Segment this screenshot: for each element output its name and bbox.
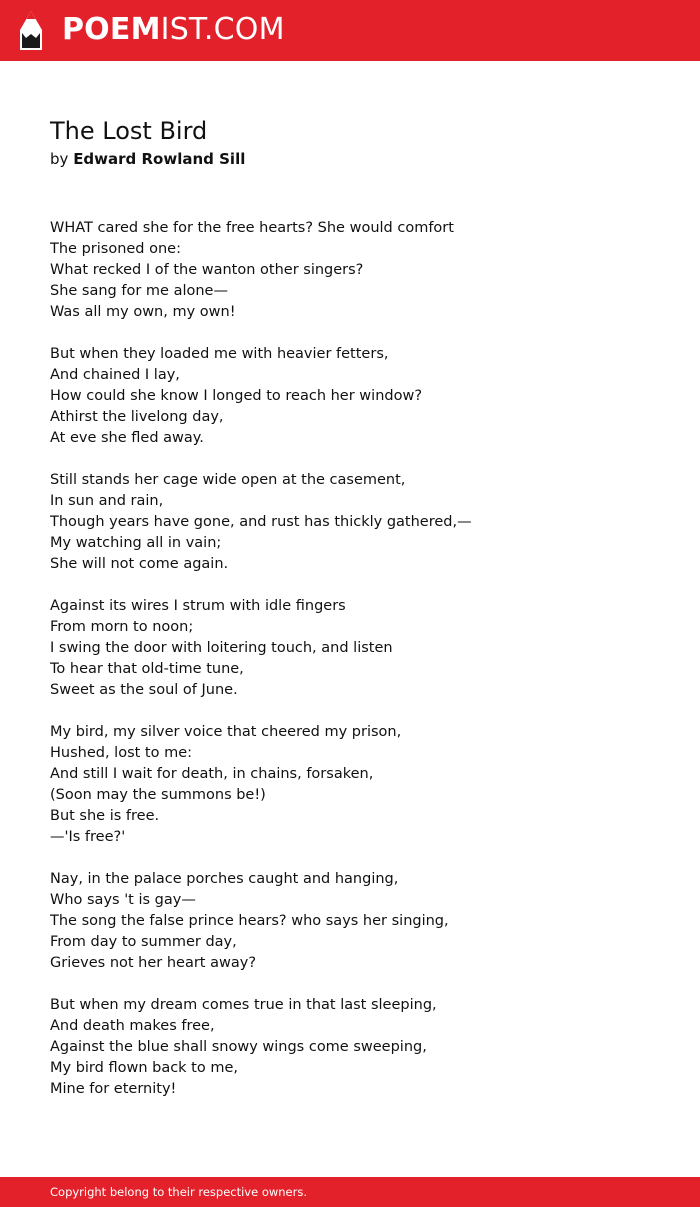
poem-line: —'Is free?' <box>50 829 126 845</box>
poem-body <box>50 218 670 1121</box>
poem-line: She will not come again. <box>50 556 229 572</box>
poem-line: How could she know I longed to reach her window? <box>50 388 423 404</box>
site-footer <box>0 1177 700 1207</box>
poem-stanza <box>50 470 670 575</box>
poem-stanza <box>50 869 670 974</box>
poem-line: And still I wait for death, in chains, forsaken, <box>50 766 374 782</box>
poem-line: Who says 't is gay— <box>50 892 196 908</box>
poem-line: My bird, my silver voice that cheered my prison, <box>50 724 402 740</box>
pencil-tip-icon <box>18 10 44 52</box>
poem-title: The Lost Bird <box>50 117 208 145</box>
poem-line: Mine for eternity! <box>50 1081 177 1097</box>
logo-bold-text: POEM <box>62 12 161 47</box>
poem-line: What recked I of the wanton other singers? <box>50 262 364 278</box>
by-prefix: by <box>50 150 69 168</box>
poem-stanza <box>50 218 670 323</box>
poem-line: Hushed, lost to me: <box>50 745 193 761</box>
poem-line: Against its wires I strum with idle fingers <box>50 598 346 614</box>
site-header <box>0 0 700 61</box>
poem-line: My bird flown back to me, <box>50 1060 239 1076</box>
poem-line: (Soon may the summons be!) <box>50 787 266 803</box>
poem-stanza <box>50 344 670 449</box>
poem-line: Nay, in the palace porches caught and hanging, <box>50 871 399 887</box>
poem-line: And death makes free, <box>50 1018 215 1034</box>
poem-line: Athirst the livelong day, <box>50 409 224 425</box>
poem-line: Against the blue shall snowy wings come sweeping, <box>50 1039 427 1055</box>
poem-line: The song the false prince hears? who says her singing, <box>50 913 449 929</box>
poem-stanza <box>50 722 670 848</box>
poem-line: WHAT cared she for the free hearts? She would comfort <box>50 220 454 236</box>
poem-line: But when my dream comes true in that last sleeping, <box>50 997 437 1013</box>
poem-line: But when they loaded me with heavier fetters, <box>50 346 389 362</box>
poem-stanza <box>50 995 670 1100</box>
poem-line: In sun and rain, <box>50 493 164 509</box>
logo-light-text: IST.COM <box>160 12 285 47</box>
poem-line: Still stands her cage wide open at the casement, <box>50 472 406 488</box>
poem-line: At eve she fled away. <box>50 430 204 446</box>
poem-line: Sweet as the soul of June. <box>50 682 238 698</box>
poem-stanza <box>50 596 670 701</box>
poem-line: And chained I lay, <box>50 367 180 383</box>
poem-line: But she is free. <box>50 808 160 824</box>
byline <box>50 149 245 169</box>
site-logo-link[interactable] <box>62 10 285 50</box>
poem-line: Was all my own, my own! <box>50 304 236 320</box>
poem-line: She sang for me alone— <box>50 283 228 299</box>
copyright-text: Copyright belong to their respective owners. <box>50 1185 308 1199</box>
author-name: Edward Rowland Sill <box>73 150 246 168</box>
poem-line: Grieves not her heart away? <box>50 955 257 971</box>
poem-line: The prisoned one: <box>50 241 181 257</box>
poem-line: From morn to noon; <box>50 619 194 635</box>
poem-line: Though years have gone, and rust has thickly gathered,— <box>50 514 472 530</box>
poem-line: From day to summer day, <box>50 934 237 950</box>
poem-line: To hear that old-time tune, <box>50 661 244 677</box>
poem-line: I swing the door with loitering touch, and listen <box>50 640 393 656</box>
poem-line: My watching all in vain; <box>50 535 222 551</box>
